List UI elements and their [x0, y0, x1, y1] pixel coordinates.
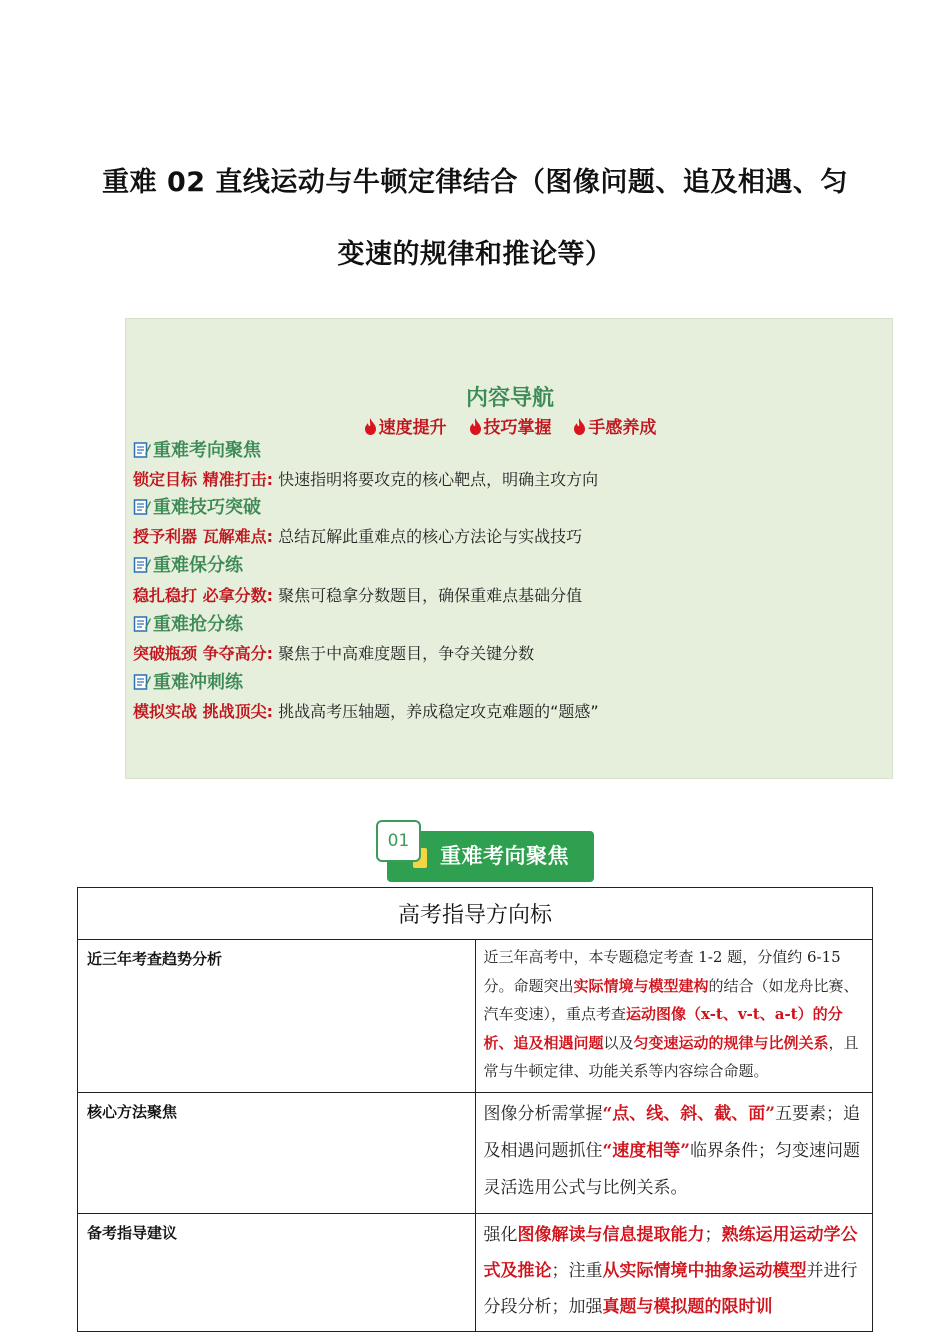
table-row: [78, 1092, 873, 1213]
document-title-line1: 重难 02 直线运动与牛顿定律结合（图像问题、追及相遇、匀: [102, 167, 848, 198]
fire-icon: [469, 418, 482, 435]
nav-tag: [573, 413, 656, 438]
nav-section-heading[interactable]: [133, 496, 261, 520]
nav-section-description: [133, 526, 582, 548]
nav-tag: [364, 413, 447, 438]
nav-section-desc: 挑战高考压轴题，养成稳定攻克难题的“题感”: [272, 702, 599, 721]
nav-section-lead: 模拟实战 挑战顶尖:: [133, 702, 273, 721]
nav-section-heading-label: 重难冲刺练: [153, 672, 243, 693]
nav-title: 内容导航: [465, 386, 554, 411]
document-edit-icon: [133, 441, 151, 459]
row-key: 核心方法聚焦: [78, 1092, 476, 1213]
nav-section-description: [133, 469, 598, 491]
emphasis-text: 真题与模拟题的限时训: [602, 1296, 773, 1317]
nav-section-lead: 突破瓶颈 争夺高分:: [133, 644, 273, 663]
emphasis-text: 实际情境与模型建构: [573, 976, 709, 995]
nav-section-description: [133, 701, 599, 723]
row-value: [475, 1213, 873, 1331]
document-edit-icon: [133, 556, 151, 574]
content-navigation-panel: [125, 318, 893, 779]
emphasis-text: “点、线、斜、截、面”: [602, 1103, 776, 1124]
nav-section-desc: 聚焦于中高难度题目，争夺关键分数: [272, 644, 535, 663]
nav-section-description: [133, 643, 534, 665]
body-text: ；: [704, 1224, 722, 1245]
nav-section-desc: 快速指明将要攻克的核心靶点，明确主攻方向: [272, 470, 599, 489]
nav-section-desc: 总结瓦解此重难点的核心方法论与实战技巧: [272, 527, 583, 546]
body-text: ，且常与牛顿定律、功能关系等内容综合命题。: [483, 1033, 859, 1080]
body-text: 的结合（如龙舟比赛、汽车变速），重点考查: [483, 976, 859, 1023]
table-row: [78, 940, 873, 1093]
nav-section-heading[interactable]: [133, 671, 243, 695]
fire-icon: [364, 418, 377, 435]
fire-icon: [573, 418, 586, 435]
row-value: [475, 940, 873, 1093]
body-text: 五要素；追及相遇问题抓住: [483, 1103, 861, 1161]
table-row: [78, 1213, 873, 1331]
emphasis-text: 从实际情境中抽象运动模型: [602, 1260, 807, 1281]
nav-section-heading-label: 重难抢分练: [153, 614, 243, 635]
row-value: [475, 1092, 873, 1213]
body-text: 图像分析需掌握: [483, 1103, 603, 1124]
nav-tags: [126, 413, 894, 438]
document-edit-icon: [133, 615, 151, 633]
nav-section-lead: 授予利器 瓦解难点:: [133, 527, 273, 546]
nav-section-heading[interactable]: [133, 439, 261, 463]
nav-tag-label: 速度提升: [378, 418, 447, 438]
emphasis-text: 图像解读与信息提取能力: [517, 1224, 705, 1245]
nav-tag: [469, 413, 552, 438]
section-badge: [376, 820, 594, 882]
table-header: 高考指导方向标: [78, 888, 873, 940]
nav-section-desc: 聚焦可稳拿分数题目，确保重难点基础分值: [272, 586, 583, 605]
nav-section-heading-label: 重难保分练: [153, 555, 243, 576]
emphasis-text: 运动图像（x-t、v-t、a-t）的分析、追及相遇问题: [483, 1005, 843, 1052]
badge-number: 01: [376, 820, 421, 862]
guidance-table: [77, 887, 873, 1332]
nav-section-description: [133, 585, 582, 607]
row-key: 近三年考查趋势分析: [78, 940, 476, 1093]
emphasis-text: 匀变速运动的规律与比例关系: [633, 1033, 829, 1052]
emphasis-text: 熟练运用运动学公式及推论: [483, 1224, 858, 1281]
body-text: 强化: [483, 1224, 518, 1245]
emphasis-text: “速度相等”: [602, 1140, 691, 1161]
body-text: 临界条件；匀变速问题灵活选用公式与比例关系。: [483, 1140, 861, 1198]
nav-section-lead: 稳扎稳打 必拿分数:: [133, 586, 273, 605]
row-key: 备考指导建议: [78, 1213, 476, 1331]
document-title-line2: 变速的规律和推论等）: [337, 239, 613, 270]
body-text: 并进行分段分析；加强: [483, 1260, 858, 1317]
document-edit-icon: [133, 498, 151, 516]
nav-tag-label: 手感养成: [588, 418, 657, 438]
body-text: 以及: [603, 1033, 634, 1052]
badge-label: 重难考向聚焦: [440, 844, 569, 868]
nav-section-heading-label: 重难技巧突破: [153, 497, 261, 518]
body-text: 近三年高考中，本专题稳定考查 1-2 题，分值约 6-15 分。命题突出: [483, 948, 841, 995]
document-edit-icon: [133, 673, 151, 691]
nav-section-heading[interactable]: [133, 613, 243, 637]
nav-section-heading-label: 重难考向聚焦: [153, 440, 261, 461]
body-text: ；注重: [551, 1260, 603, 1281]
nav-section-heading[interactable]: [133, 554, 243, 578]
nav-section-lead: 锁定目标 精准打击:: [133, 470, 273, 489]
nav-tag-label: 技巧掌握: [483, 418, 552, 438]
